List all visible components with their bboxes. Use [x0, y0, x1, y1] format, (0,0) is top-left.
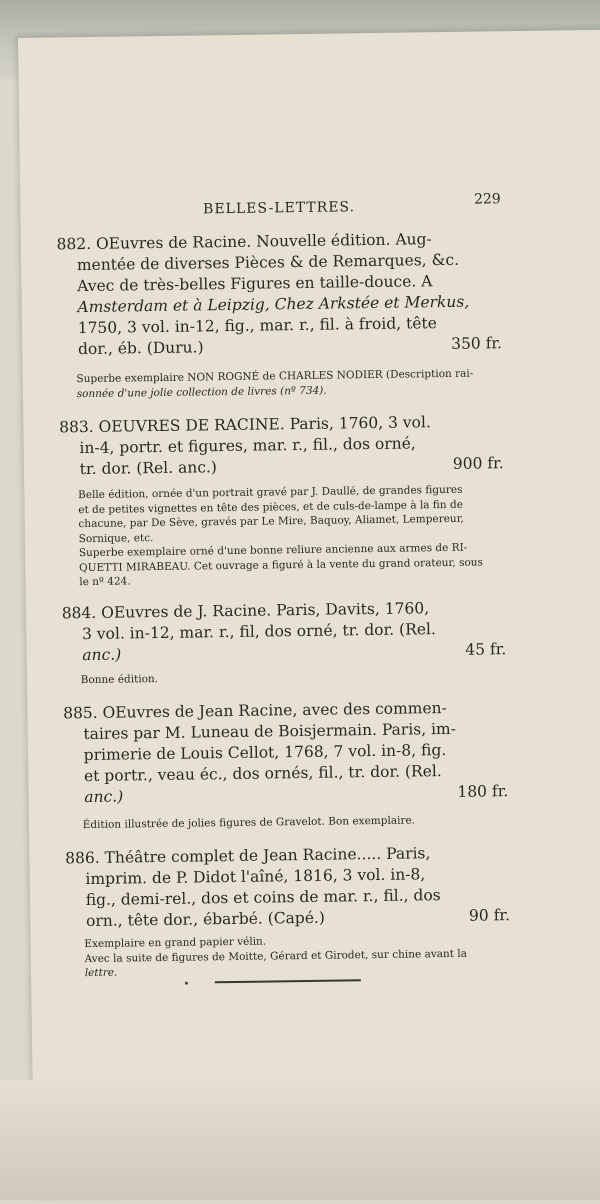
entry-line: 886. Théâtre complet de Jean Racine..... Paris, — [65, 844, 431, 868]
note-line: lettre. — [84, 966, 118, 980]
note-line: Exemplaire en grand papier vélin. — [84, 935, 267, 951]
note-line: chacune, par De Sève, gravés par Le Mire, Baquoy, Aliamet, Lempereur, — [78, 512, 464, 531]
entry-price: 900 fr. — [452, 454, 504, 473]
entry-price: 90 fr. — [468, 906, 511, 925]
note-line: Superbe exemplaire NON ROGNÉ de CHARLES NODIER (Description rai- — [76, 367, 474, 386]
entry-line: anc.) — [84, 787, 124, 807]
note-line: sonnée d'une jolie collection de livres (nº 734). — [76, 384, 327, 400]
note-line: Superbe exemplaire orné d'une bonne reliure ancienne aux armes de RI- — [78, 541, 468, 560]
entry-note-884 — [81, 667, 511, 688]
catalogue-entry-884 — [62, 597, 507, 666]
section-end-rule — [215, 979, 361, 983]
entry-price: 350 fr. — [451, 334, 503, 353]
entry-line: orn., tête dor., ébarbé. (Capé.) — [85, 908, 326, 931]
note-line: et de petites vignettes en tête des pièces, et de culs-de-lampe à la fin de — [78, 498, 463, 516]
entry-line: 1750, 3 vol. in-12, fig., mar. r., fil. à froid, tête — [77, 314, 437, 338]
entry-line: 885. OEuvres de Jean Racine, avec des commen- — [63, 699, 447, 723]
entry-line: anc.) — [82, 645, 122, 665]
entry-line: et portr., veau éc., dos ornés, fil., tr. dor. (Rel. — [83, 762, 442, 786]
page-number: 229 — [473, 191, 501, 208]
entry-line: primerie de Louis Cellot, 1768, 7 vol. in-8, fig. — [83, 741, 447, 765]
entry-line: 3 vol. in-12, mar. r., fil, dos orné, tr. dor. (Rel. — [81, 620, 436, 644]
entry-line: fig., demi-rel., dos et coins de mar. r., fil., dos — [85, 886, 441, 910]
entry-price: 180 fr. — [457, 782, 509, 801]
note-line: Édition illustrée de jolies figures de Gravelot. Bon exemplaire. — [82, 814, 416, 832]
note-line: le nº 424. — [79, 575, 131, 589]
running-head: BELLES-LETTRES. — [203, 199, 356, 218]
entry-line: taires par M. Luneau de Boisjermain. Paris, im- — [83, 719, 457, 744]
note-line: Avec la suite de figures de Moitte, Gérard et Girodet, sur chine avant la — [84, 947, 467, 965]
note-line: Belle édition, ornée d'un portrait gravé par J. Daullé, de grandes figures — [78, 483, 463, 502]
note-line: Sornique, etc. — [78, 531, 154, 545]
entry-note-886 — [84, 931, 515, 980]
entry-line: Avec de très-belles Figures en taille-douce. A — [77, 272, 433, 296]
entry-line: imprim. de P. Didot l'aîné, 1816, 3 vol. in-8, — [85, 865, 426, 889]
entry-line: mentée de diverses Pièces & de Remarques, &c. — [76, 250, 460, 275]
entry-line: in-4, portr. et figures, mar. r., fil., dos orné, — [79, 434, 416, 458]
entry-line: tr. dor. (Rel. anc.) — [79, 458, 218, 479]
catalogue-entry-886 — [65, 842, 510, 932]
catalogue-entry-883 — [59, 411, 504, 480]
entry-price: 45 fr. — [465, 640, 507, 659]
entry-note-882 — [76, 366, 506, 401]
note-line: Bonne édition. — [80, 673, 159, 687]
entry-line: Amsterdam et à Leipzig, Chez Arkstée et Merkus, — [77, 292, 470, 317]
entry-line: 884. OEuvres de J. Racine. Paris, Davits, 1760, — [61, 599, 430, 623]
catalogue-entry-885 — [63, 697, 508, 808]
ink-dot — [185, 982, 188, 985]
entry-line: dor., éb. (Duru.) — [77, 338, 204, 359]
entry-note-885 — [83, 812, 513, 833]
entry-line: 883. OEUVRES DE RACINE. Paris, 1760, 3 vol. — [59, 413, 431, 437]
catalogue-entry-882 — [56, 228, 502, 360]
entry-line: 882. OEuvres de Racine. Nouvelle édition. Aug- — [56, 230, 432, 254]
entry-note-883 — [78, 482, 509, 589]
note-line: QUETTI MIRABEAU. Cet ouvrage a figuré à la vente du grand orateur, sous — [79, 555, 483, 574]
